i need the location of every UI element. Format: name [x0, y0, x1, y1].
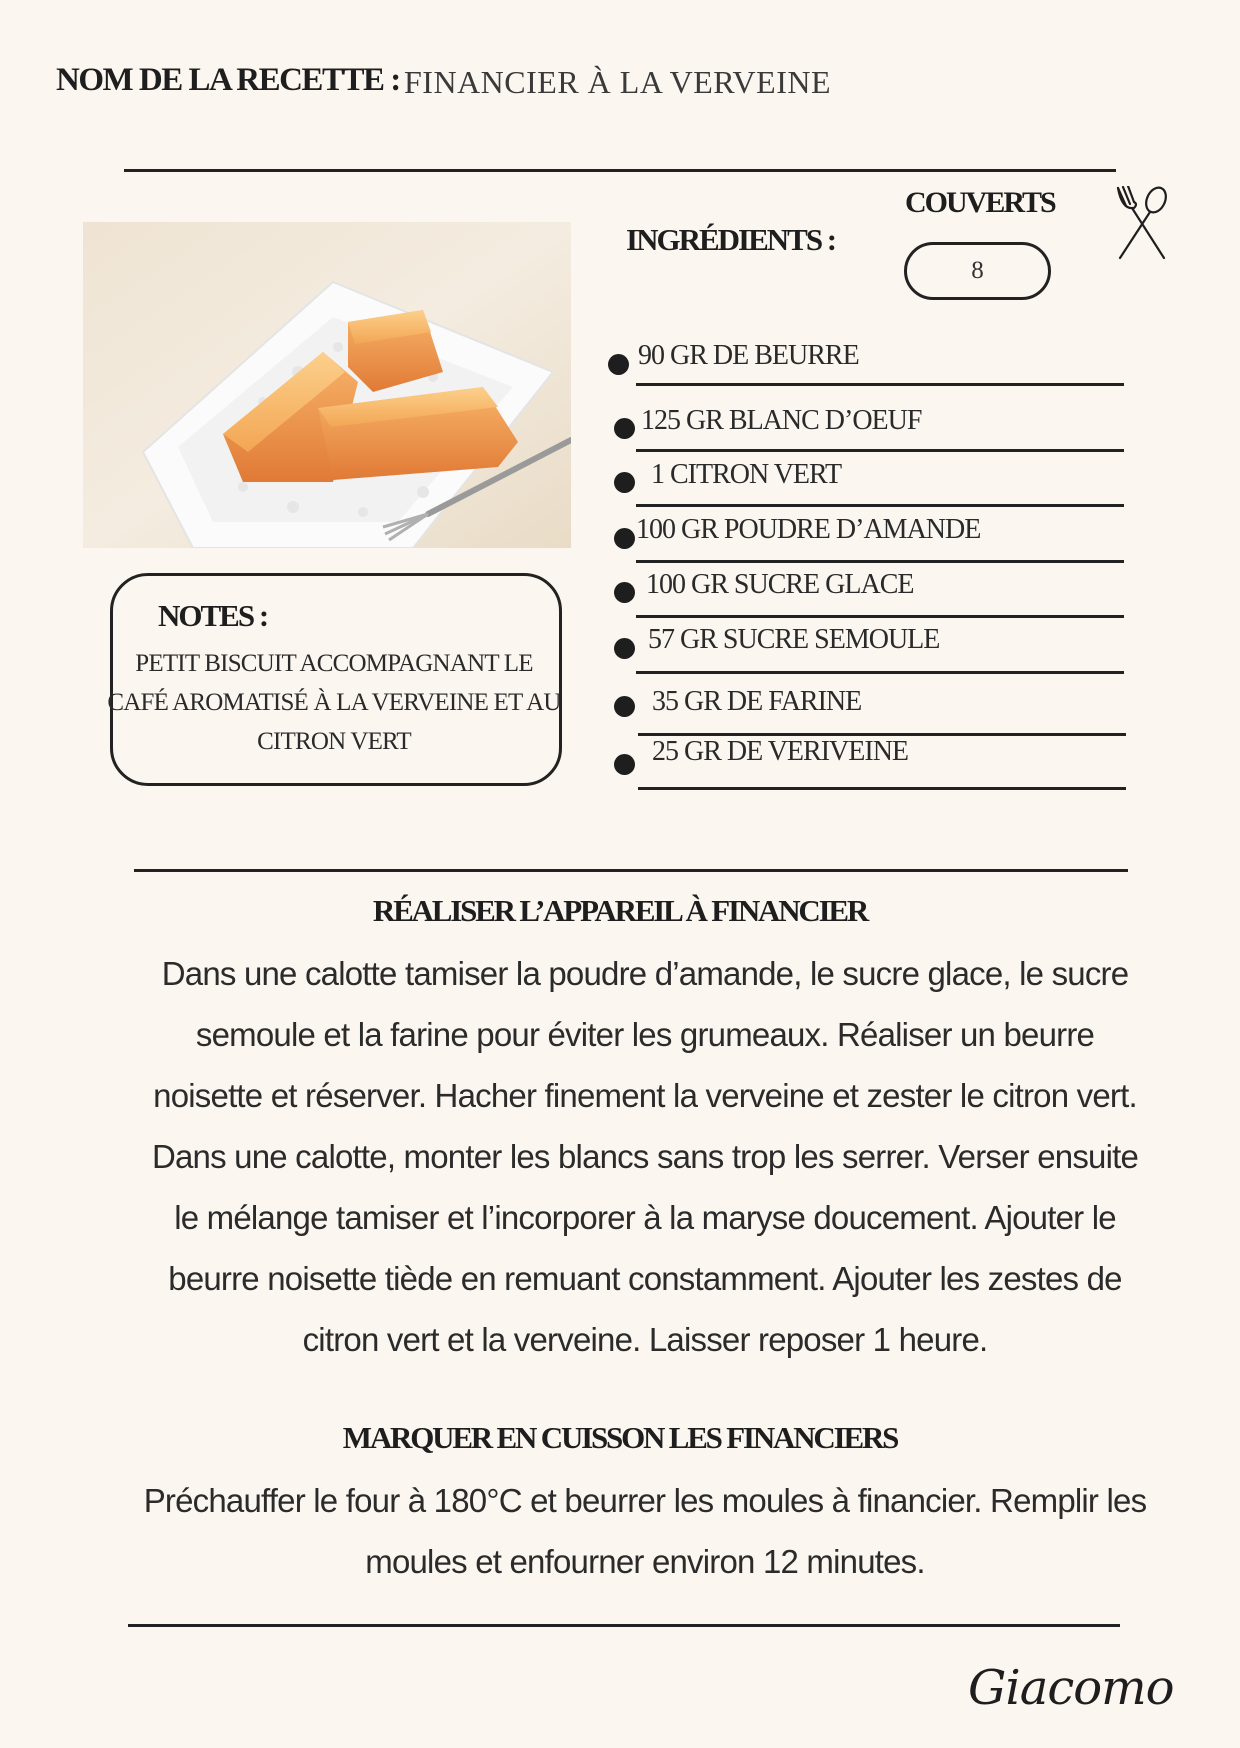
step-text — [110, 943, 1180, 1370]
bullet-icon — [614, 582, 635, 603]
bullet-icon — [608, 354, 629, 375]
step-line: Dans une calotte tamiser la poudre d’amande, le sucre glace, le sucre — [161, 955, 1129, 992]
servings-value: 8 — [904, 242, 1051, 300]
bullet-icon — [614, 418, 635, 439]
ingredient-item: 35 GR DE FARINE — [652, 686, 862, 717]
bullet-icon — [614, 528, 635, 549]
ingredient-item: 57 GR SUCRE SEMOULE — [648, 624, 940, 655]
ingredient-item: 1 CITRON VERT — [651, 459, 842, 490]
ingredient-line — [636, 671, 1124, 674]
step-line: Dans une calotte, monter les blancs sans trop les serrer. Verser ensuite — [151, 1138, 1139, 1175]
ingredient-item: 100 GR SUCRE GLACE — [646, 569, 914, 600]
step-line: noisette et réserver. Hacher finement la verveine et zester le citron vert. — [153, 1077, 1137, 1114]
step-line: citron vert et la verveine. Laisser reposer 1 heure. — [302, 1321, 988, 1358]
ingredient-line — [636, 560, 1124, 563]
step-line: le mélange tamiser et l’incorporer à la maryse doucement. Ajouter le — [174, 1199, 1116, 1236]
bullet-icon — [614, 696, 635, 717]
step-line: beurre noisette tiède en remuant constamment. Ajouter les zestes de — [168, 1260, 1122, 1297]
recipe-name-label: NOM DE LA RECETTE : — [56, 62, 400, 98]
ingredient-line — [636, 615, 1124, 618]
header-divider — [124, 169, 1116, 172]
financier-photo-illustration — [83, 222, 571, 548]
ingredient-line — [636, 449, 1124, 452]
notes-line: CITRON VERT — [257, 728, 411, 755]
step-title: RÉALISER L’APPAREIL À FINANCIER — [372, 893, 868, 928]
notes-text — [104, 644, 564, 761]
signature: Giacomo — [968, 1660, 1174, 1716]
step-title: MARQUER EN CUISSON LES FINANCIERS — [342, 1420, 898, 1455]
notes-line: CAFÉ AROMATISÉ À LA VERVEINE ET AU — [107, 689, 561, 716]
section-divider — [134, 869, 1128, 872]
ingredient-line — [636, 504, 1124, 507]
recipe-name-value: FINANCIER À LA VERVEINE — [404, 64, 831, 100]
notes-line: PETIT BISCUIT ACCOMPAGNANT LE — [135, 650, 533, 677]
bullet-icon — [614, 472, 635, 493]
ingredient-item: 25 GR DE VERIVEINE — [652, 736, 909, 767]
ingredient-item: 90 GR DE BEURRE — [638, 340, 859, 371]
step-line: moules et enfourner environ 12 minutes. — [365, 1543, 925, 1580]
ingredient-line — [638, 787, 1126, 790]
cutlery-icon — [1114, 186, 1170, 260]
notes-label: NOTES : — [158, 598, 268, 633]
ingredient-item: 100 GR POUDRE D’AMANDE — [636, 514, 981, 545]
ingredients-label: INGRÉDIENTS : — [626, 222, 836, 257]
bullet-icon — [614, 638, 635, 659]
step-text — [110, 1470, 1180, 1592]
bullet-icon — [614, 754, 635, 775]
ingredient-item: 125 GR BLANC D’OEUF — [641, 405, 922, 436]
step-line: Préchauffer le four à 180°C et beurrer les moules à financier. Remplir les — [143, 1482, 1147, 1519]
servings-label: COUVERTS — [905, 186, 1055, 219]
step-line: semoule et la farine pour éviter les grumeaux. Réaliser un beurre — [195, 1016, 1095, 1053]
financier-photo — [83, 222, 571, 548]
ingredient-line — [636, 383, 1124, 386]
footer-divider — [128, 1624, 1120, 1627]
